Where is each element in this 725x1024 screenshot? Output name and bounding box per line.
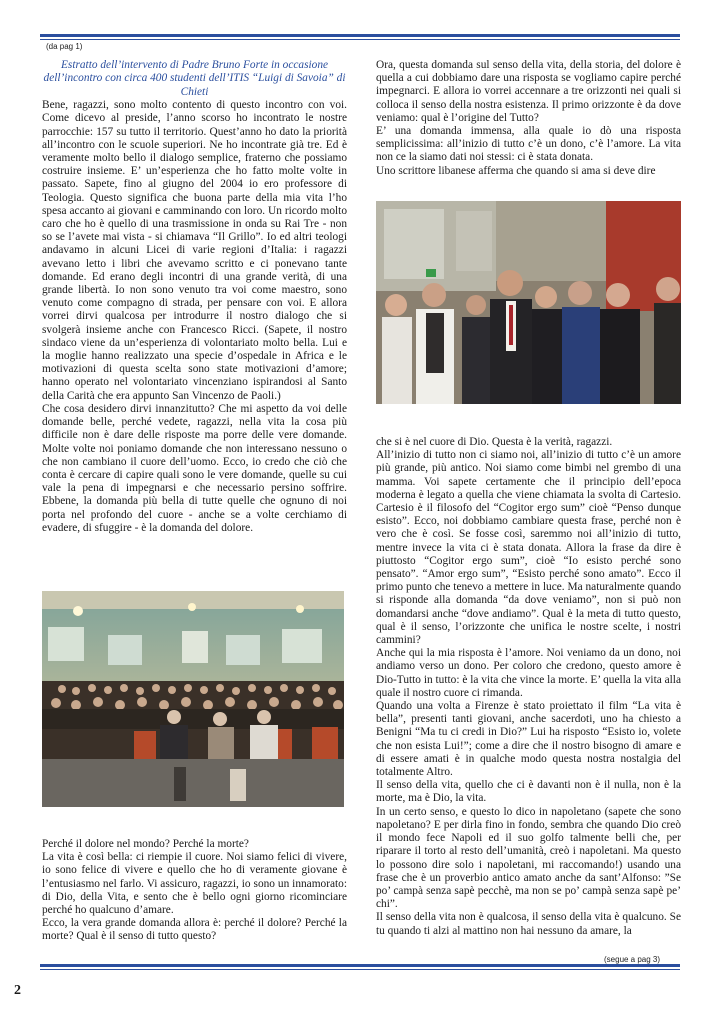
left-paragraph-5: Ecco, la vera grande domanda allora è: perché il dolore? Perché la morte? Qual è il senso di tutto questo? xyxy=(42,917,347,943)
footer-rule xyxy=(40,964,680,970)
group-image xyxy=(376,201,681,404)
left-column-bottom xyxy=(42,838,347,944)
auditorium-image xyxy=(42,591,344,807)
right-paragraph-7: Quando una volta a Firenze è stato proiettato il film “La vita è bella”, presenti tanti giovani, anche sacerdoti, uno ha chiesto a Benigni “Ma tu ci credi in Dio?” Lui ha risposto “Esisto io, volete che non esista Lui!”; come a dire che il nostro bisogno di amare e di essere amati è in qualche modo questa nostra nostalgia del totalmente Altro. xyxy=(376,700,681,779)
left-paragraph-1: Bene, ragazzi, sono molto contento di questo incontro con voi. Come dicevo al preside, l’anno scorso ho incontrato le nostre parrocchie: 157 su tutto il territorio. Quest’anno ho dato la priorità all’incontro con le scuole superiori. Ne ho incontrate già tre. Ed è veramente molto bello il dialogo semplice, fraterno che possiamo costruire insieme. E’ un’esperienza che ho fatto molte volte in passato. Sapete, fino al giugno del 2004 io ero professore di Teologia. Questo significa che buona parte della mia vita l’ho spesa accanto ai giovani e camminando con loro. Un ricordo molto caro che ho è quello di una trasmissione in onda su Rai Tre - non so se l’avete mai vista - si chiamava “Il Grillo”. Io ed altri teologi andavamo in alcuni Licei di varie regioni d’Italia: i ragazzi avevano letto i libri che avevamo scritto e ci ponevano tante domande. Ed erano degli incontri di una grande verità, di una grande libertà. Io non sono venuto tra voi come maestro, sono venuto come compagno di strada, per pensare con voi. E allora vorrei dirvi qualcosa per introdurre il nostro dialogo che si svolgerà insieme anche con Francesco Ricci. (Sapete, il nostro sindaco viene da un’esperienza di volontariato molto bella. Lui e la moglie hanno realizzato una specie d’ospedale in Africa e le motivazioni di questa scelta sono state motivazioni d’amore; hanno operato nel volontariato vincenziano ispirandosi al Santo della Carità che era appunto San Vincenzo de Paoli.) xyxy=(42,99,347,402)
right-column-bottom xyxy=(376,436,681,938)
left-paragraph-2: Che cosa desidero dirvi innanzitutto? Che mi aspetto da voi delle domande belle, perché vedete, ragazzi, nella vita la cosa più difficile non è dare delle risposte ma porre delle vere domande. Molte volte noi poniamo domande che non interessano nessuno o che non cambiano il cuore dell’uomo. Ecco, io credo che ciò che conta è cercare di capire quali sono le vere domande, quelle su cui vale la pena di impegnarsi e che necessario persino soffrire. Ebbene, la domanda più bella di tutte quelle che ognuno di noi porta nel profondo del cuore - anche se a volte cerchiamo di evadere, di sfuggire - è la domanda del dolore. xyxy=(42,402,347,534)
right-paragraph-4: che si è nel cuore di Dio. Questa è la verità, ragazzi. xyxy=(376,436,613,448)
page-number: 2 xyxy=(14,983,21,998)
auditorium-photo xyxy=(42,591,344,807)
right-paragraph-5: All’inizio di tutto non ci siamo noi, all’inizio di tutto c’è un amore più grande, più antico. Noi siamo come bimbi nel grembo di una mamma. Voi sapete certamente che il principio dell’epoca moderna è legato a quella che viene chiamata la svolta di Cartesio. Cartesio è il filosofo del “Cogitor ergo sum” cioè “Penso dunque esisto”. Ecco, noi dobbiamo cambiare questa frase, perché non è vero che è così. Se fosse così, saremmo noi all’inizio di tutto, mentre invece la vita ci è stata donata. Allora la frase da dire è piuttosto “Cogitor ergo sum”, cioè “Io esisto perché sono pensato”. “Amor ergo sum”, “Esisto perché sono amato”. Ecco il primo punto che tenevo a mettere in luce. Ma naturalmente quando si risponde alla domanda “da dove veniamo”, non si può non domandarsi anche “dove andiamo”. Qual è la meta di tutto questo, qual è il senso, l’orizzonte che unifica le nostre scelte, i nostri cammini? xyxy=(376,449,681,647)
right-paragraph-10: Il senso della vita non è qualcosa, il senso della vita è qualcuno. Se tu quando ti alzi al mattino non hai nessuno da amare, la xyxy=(376,911,681,937)
right-paragraph-8: Il senso della vita, quello che ci è davanti non è il nulla, non è la morte, ma è Dio, la vita. xyxy=(376,779,681,805)
right-paragraph-6: Anche qui la mia risposta è l’amore. Noi veniamo da un dono, noi andiamo verso un dono. Per coloro che credono, questo amore è Dio-Tutto in tutto: è la vita che vince la morte. E’ quella la vita alla quale il nostro cuore ci rimanda. xyxy=(376,647,681,699)
right-paragraph-2: E’ una domanda immensa, alla quale io dò una risposta semplicissima: all’inizio di tutto c’è un dono, c’è l’amore. La vita non ce la siamo dati noi stessi: ci è stata donata. xyxy=(376,125,681,164)
group-photo xyxy=(376,201,681,404)
left-paragraph-4: La vita è così bella: ci riempie il cuore. Noi siamo felici di vivere, io sono felice di vivere e quello che ho di veramente giovane è l’entusiasmo nel farlo. Vi assicuro, ragazzi, io sono un innamorato: di Dio, della Vita, e sento che è bello ogni giorno ricominciare perché ho qualcuno d’amare. xyxy=(42,851,347,917)
header-rule xyxy=(40,34,680,40)
from-page-note: (da pag 1) xyxy=(46,42,83,51)
right-column-top xyxy=(376,59,681,178)
continues-note: (segue a pag 3) xyxy=(604,955,661,964)
left-paragraph-3: Perché il dolore nel mondo? Perché la morte? xyxy=(42,838,249,850)
left-column-top xyxy=(42,59,347,535)
right-paragraph-9: In un certo senso, e questo lo dico in napoletano (sapete che sono napoletano? E per dirla fino in fondo, sembra che quando Dio creò il mondo fece Napoli ed il suo golfo talmente belli che, per riparare il torto al resto dell’umanità, creò i napoletani. Ma questo lo possono dire solo i napoletani, mi raccomando!) usando una frase che è un proverbio antico amato anche da sant’Alfonso: ”Se po’ campà senza sapè pecchè, ma non se po’ campà senza sapè pe’ chi”. xyxy=(376,805,681,911)
article-intro: Estratto dell’intervento di Padre Bruno Forte in occasione dell’incontro con circa 400 studenti dell’ITIS “Luigi di Savoia” di Chieti xyxy=(43,59,346,98)
right-paragraph-3: Uno scrittore libanese afferma che quando si ama si deve dire xyxy=(376,164,656,177)
right-paragraph-1: Ora, questa domanda sul senso della vita, della storia, del dolore è quella a cui dobbiamo dare una risposta se vogliamo capire perché impegnarci. E allora io vorrei accennare a tre orizzonti nei quali si colloca il senso della nostra esistenza. Il primo orizzonte è da dove veniamo: qual è l’origine del Tutto? xyxy=(376,59,681,124)
